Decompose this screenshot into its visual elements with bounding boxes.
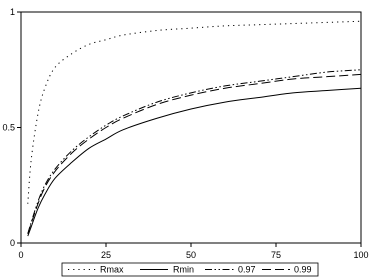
y-tick-label: 0 [9, 238, 15, 248]
x-tick-label: 0 [18, 250, 24, 260]
plot-frame [21, 12, 361, 243]
legend-label-rmax: Rmax [100, 264, 124, 275]
legend [62, 263, 318, 276]
x-tick-label: 50 [185, 250, 197, 260]
legend-label-0-97: 0.97 [238, 264, 256, 275]
x-tick-label: 100 [353, 250, 369, 260]
legend-label-0-99: 0.99 [294, 264, 312, 275]
x-tick-label: 25 [100, 250, 112, 260]
legend-label-rmin: Rmin [173, 264, 195, 275]
y-tick-label: 1 [9, 7, 15, 17]
y-tick-label: 0.5 [2, 122, 15, 133]
x-tick-label: 75 [270, 250, 282, 260]
